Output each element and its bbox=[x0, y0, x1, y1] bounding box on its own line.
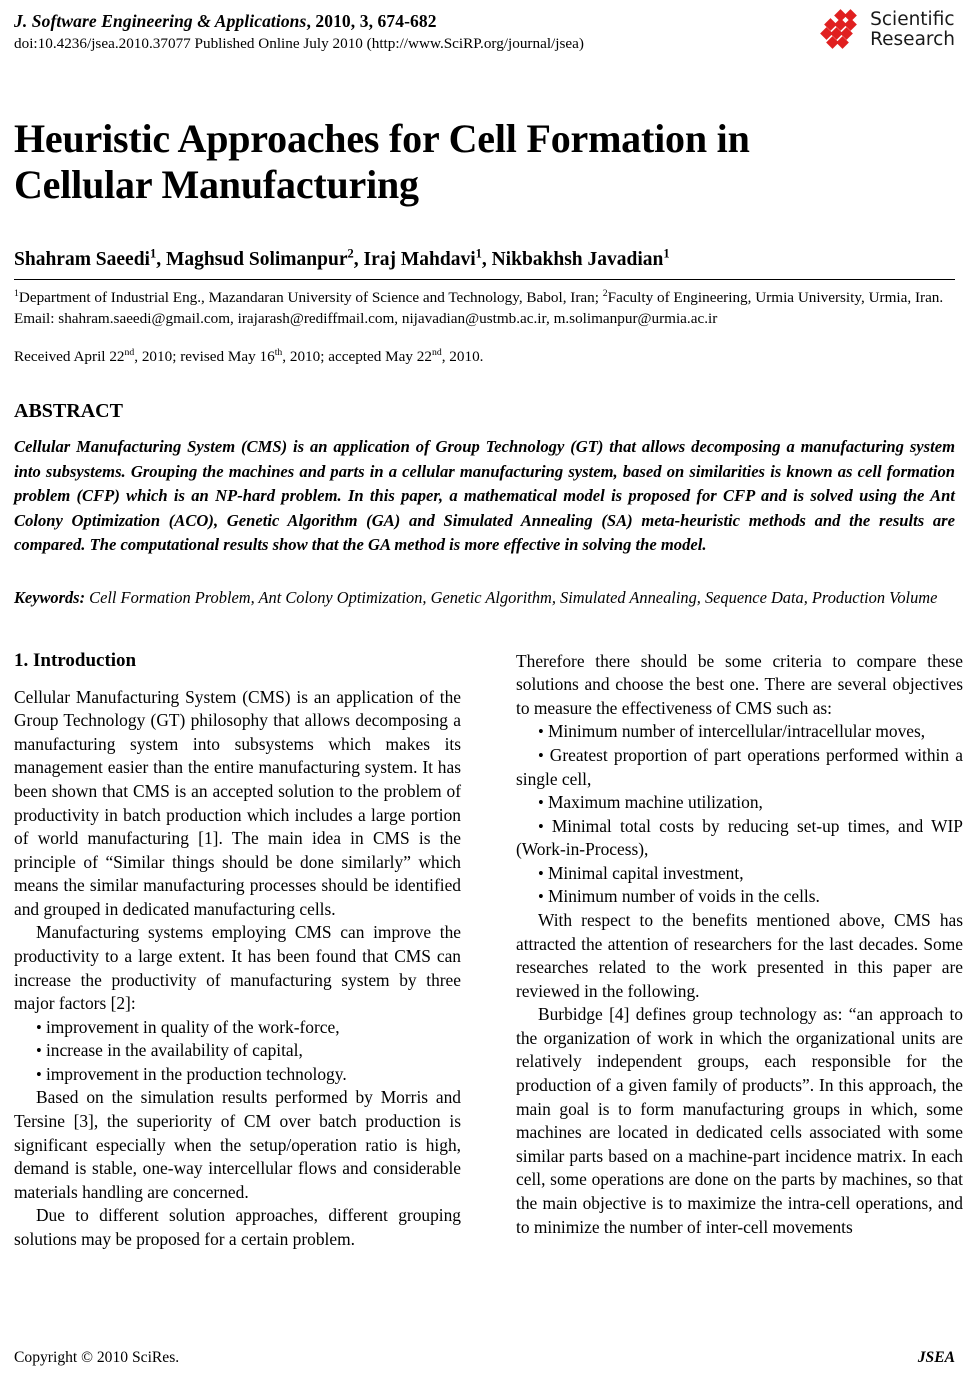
header-divider bbox=[14, 279, 955, 280]
bullet-dot-icon: • bbox=[538, 745, 544, 765]
list-item-label: Maximum machine utilization, bbox=[547, 792, 763, 813]
list-item bbox=[516, 885, 963, 909]
keywords-label bbox=[14, 588, 89, 607]
list-item-label: improvement in quality of the work-force, bbox=[45, 1016, 340, 1037]
keywords-label-text: Keywords bbox=[14, 587, 80, 607]
bullet-dot-icon: • bbox=[538, 863, 544, 883]
email-line bbox=[14, 309, 955, 330]
bullet-dot-icon: • bbox=[538, 793, 544, 813]
list-item bbox=[516, 862, 963, 886]
list-item bbox=[516, 791, 963, 815]
body-columns bbox=[14, 649, 963, 1252]
copyright-text: Copyright © 2010 SciRes. bbox=[14, 1349, 180, 1366]
author-list: Shahram Saeedi$^1$, Maghsud Solimanpur$^2$, Iraj Mahdavi$^1$, Nikbakhsh Javadian$^1$ bbox=[14, 246, 670, 270]
email-label: Email: bbox=[14, 309, 59, 327]
list-item-label: improvement in the production technology. bbox=[45, 1063, 347, 1084]
list-item bbox=[14, 1016, 461, 1040]
paragraph: Based on the simulation results performed by Morris and Tersine [3], the superiority of CM over batch production is significant especially when the setup/operation ratio is high, demand is stable, one-way intercellular flows and considerable materials handling are concerned. bbox=[14, 1087, 461, 1202]
masthead bbox=[14, 10, 955, 72]
publisher-logo bbox=[822, 10, 955, 50]
paragraph: Therefore there should be some criteria to compare these solutions and choose the best one. There are several objectives to measure the effectiveness of CMS such as: bbox=[516, 650, 963, 718]
list-item-label: Minimal total costs by reducing set-up times, and WIP (Work-in-Process), bbox=[516, 815, 963, 860]
left-column bbox=[14, 650, 461, 1252]
journal-abbreviation: JSEA bbox=[917, 1349, 955, 1366]
list-item-label: Minimum number of intercellular/intracellular moves, bbox=[547, 721, 926, 742]
list-item bbox=[516, 744, 963, 791]
paragraph: With respect to the benefits mentioned above, CMS has attracted the attention of researchers for the last decades. Some researches related to the work presented in this paper are reviewed in the following. bbox=[516, 910, 963, 1001]
list-item bbox=[14, 1063, 461, 1087]
publisher-name-line1: Scientific bbox=[870, 9, 955, 31]
keywords-colon: : bbox=[79, 587, 90, 607]
journal-issue-info: , 2010, 3, 674-682 bbox=[306, 11, 437, 31]
scientific-research-diamonds-icon bbox=[822, 10, 864, 50]
paragraph: Due to different solution approaches, different grouping solutions may be proposed for a certain problem. bbox=[14, 1205, 461, 1249]
list-item-label: increase in the availability of capital, bbox=[45, 1040, 303, 1061]
publisher-logo-text bbox=[870, 10, 955, 50]
keywords-block bbox=[14, 586, 955, 610]
received-dates: Received April 22nd, 2010; revised May 16th, 2010; accepted May 22nd, 2010. bbox=[14, 347, 484, 366]
bullet-dot-icon: • bbox=[538, 722, 544, 742]
affiliation-block bbox=[14, 288, 955, 329]
page-footer bbox=[14, 1349, 955, 1367]
abstract-text: Cellular Manufacturing System (CMS) is an application of Group Technology (GT) that allows decomposing a manufacturing system into subsystems. Grouping the machines and parts in a cellular manufacturing system, based on similarities is known as cell formation problem (CFP) which is an NP-hard problem. In this paper, a mathematical model is proposed for CFP and is solved using the Ant Colony Optimization (ACO), Genetic Algorithm (GA) and Simulated Annealing (SA) meta-heuristic methods and the results are compared. The computational results show that the GA method is more effective in solving the model. bbox=[14, 437, 955, 555]
abstract-heading: ABSTRACT bbox=[14, 400, 123, 423]
bullet-dot-icon: • bbox=[36, 1041, 42, 1061]
keywords-text: Cell Formation Problem, Ant Colony Optimization, Genetic Algorithm, Simulated Annealing, Sequence Data, Production Volume bbox=[89, 587, 938, 607]
affiliation-marker-1: 1 bbox=[14, 288, 19, 300]
affiliation-marker-2: 2 bbox=[602, 288, 608, 300]
affiliation-text-1: Department of Industrial Eng., Mazandaran University of Science and Technology, Babol, Iran; bbox=[18, 289, 603, 307]
email-addresses[interactable]: shahram.saeedi@gmail.com, irajarash@rediffmail.com, nijavadian@ustmb.ac.ir, m.solimanpur@urmia.ac.ir bbox=[58, 309, 718, 327]
journal-name: J. Software Engineering & Applications bbox=[14, 11, 307, 31]
right-column bbox=[516, 650, 963, 1252]
bullet-dot-icon: • bbox=[538, 887, 544, 907]
list-item bbox=[14, 1039, 461, 1063]
list-item-label: Minimum number of voids in the cells. bbox=[547, 886, 820, 907]
doi-line: doi:10.4236/jsea.2010.37077 Published Online July 2010 (http://www.SciRP.org/journal/jsea) bbox=[14, 35, 584, 53]
bullet-dot-icon: • bbox=[538, 816, 544, 836]
paragraph: Burbidge [4] defines group technology as: “an approach to the organization of work in which the organizational units are relatively independent groups, each responsible for the production of a given family of products”. In this approach, the main goal is to form manufacturing groups in which, some machines are located in dedicated cells associated with some similar parts based on a machine-part incidence matrix. In each cell, some operations are done on the parts by machines, so that the main objective is to maximize the intra-cell operations, and to minimize the number of inter-cell movements bbox=[516, 1004, 963, 1237]
bullet-dot-icon: • bbox=[36, 1017, 42, 1037]
list-item bbox=[516, 720, 963, 744]
paragraph: Cellular Manufacturing System (CMS) is an application of the Group Technology (GT) philosophy that allows decomposing a manufacturing system into subsystems which makes its management easier than the entire manufacturing system. It has been shown that CMS is an accepted solution to the problem of productivity in batch production which includes a large portion of world manufacturing [1]. The main idea in CMS is the principle of “Similar things should be done similarly” which means the similar manufacturing processes should be identified and grouped in dedicated manufacturing cells. bbox=[14, 686, 461, 919]
page-title: Heuristic Approaches for Cell Formation in Cellular Manufacturing bbox=[14, 116, 750, 208]
journal-citation-line bbox=[14, 10, 955, 33]
affiliation-text-2: Faculty of Engineering, Urmia University, Urmia, Iran. bbox=[607, 289, 944, 307]
affiliation-line bbox=[14, 288, 955, 309]
list-item-label: Greatest proportion of part operations performed within a single cell, bbox=[516, 744, 963, 789]
section-heading-introduction: 1. Introduction bbox=[14, 649, 137, 671]
bullet-dot-icon: • bbox=[36, 1064, 42, 1084]
list-item-label: Minimal capital investment, bbox=[547, 862, 744, 883]
paragraph: Manufacturing systems employing CMS can improve the productivity to a large extent. It has been found that CMS can increase the productivity of manufacturing system by three major factors [2]: bbox=[14, 922, 461, 1014]
publisher-name-line2: Research bbox=[870, 29, 955, 50]
list-item bbox=[516, 815, 963, 862]
